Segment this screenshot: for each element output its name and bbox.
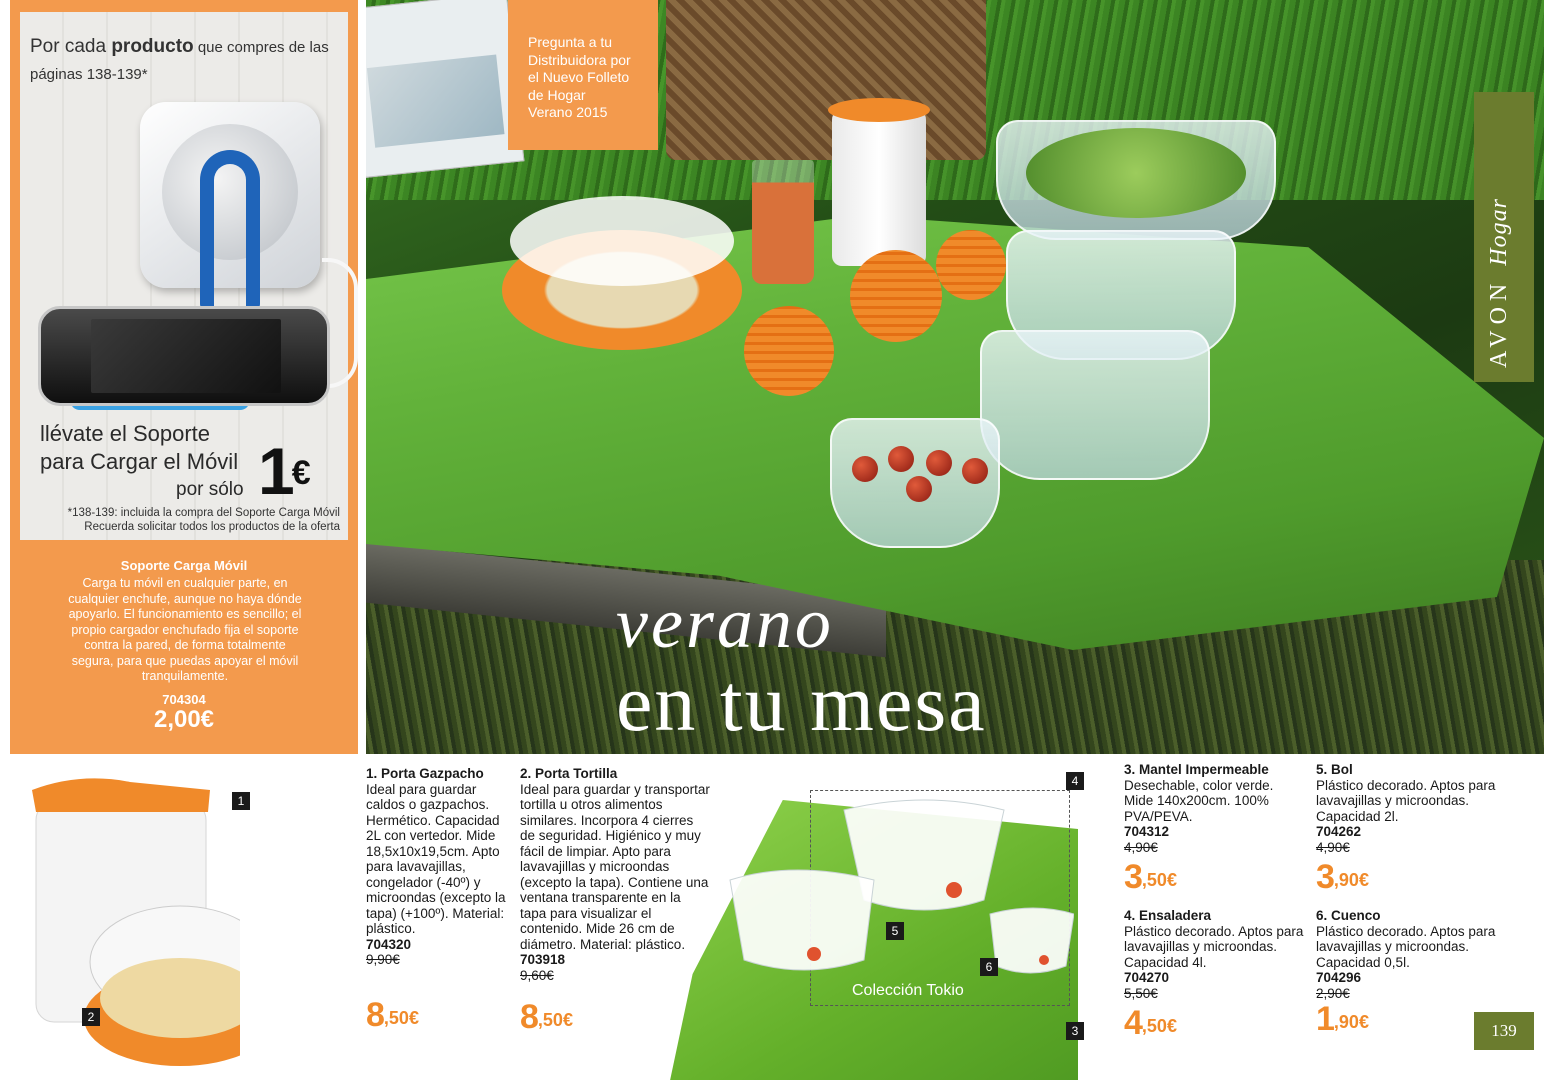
cherry-tomato [906,476,932,502]
bowl-medium [730,870,874,970]
bowl-small [990,908,1074,973]
product-2-info [520,766,710,983]
bowls-set [724,790,1074,990]
product-name: 4. Ensaladera [1124,908,1212,923]
bowl-decoration [807,947,821,961]
pitcher-lid [828,98,930,122]
product-old-price: 4,90€ [1124,839,1158,855]
picnic-basket [666,0,986,160]
product-old-price: 4,90€ [1316,839,1350,855]
collection-label: Colección Tokio [852,982,964,999]
section-tab-label [1486,108,1513,368]
tortilla-lid [510,196,734,286]
bowl-decoration [1039,955,1049,965]
section-name: Hogar [1486,198,1512,266]
product-desc: Plástico decorado. Aptos para lavavajillas y microondas. Capacidad 0,5l. [1316,923,1496,970]
cherry-tomato [962,458,988,484]
promo-product-price: 2,00€ [153,706,215,733]
product-name: 2. Porta Tortilla [520,766,618,781]
promo-offer-text [40,420,250,504]
promo-offer-price [258,434,308,508]
product-3-info [1124,762,1302,855]
product-6-info [1316,908,1516,1001]
product-code: 704262 [1316,824,1362,839]
charger-holder-strap [200,150,260,310]
headline-pre: Por cada [30,36,112,57]
hero-title-en-tu-mesa: en tu mesa [616,657,987,748]
product-code: 704312 [1124,824,1170,839]
gazpacho-glass [752,160,814,284]
section-tab [1474,92,1534,382]
badge-product-1: 1 [232,792,250,810]
product-3-price [1124,860,1177,894]
headline-post: que compres de las páginas 138-139* [30,39,329,83]
promo-product-title: Soporte Carga Móvil [120,558,248,573]
product-desc: Ideal para guardar caldos o gazpachos. Hermético. Capacidad 2L con vertedor. Mide 18,5x10x19,5cm. Apto para lavavajillas, congelador (-40º) y microondas (excepto la tapa) (+100º). Material: plástico. [366,781,506,936]
hero-title-verano: verano [616,583,834,663]
price-int: 8 [520,998,538,1036]
product-desc: Ideal para guardar y transportar tortilla u otros alimentos similares. Incorpora 4 cierres de seguridad. Higiénico y muy fácil de limpiar. Apto para lavavajillas y microondas (excepto la tapa). Contiene una ventana transparente en la tapa para visualizar el contenido. Mide 26 cm de diámetro. Material: plástico. [520,781,710,952]
product-desc: Plástico decorado. Aptos para lavavajillas y microondas. Capacidad 2l. [1316,777,1496,824]
gazpacho-pitcher [832,106,926,266]
product-5-price [1316,860,1369,894]
cherry-tomato [852,456,878,482]
callout-line: de Hogar [528,86,586,103]
paper-lantern [744,306,834,396]
product-name: 5. Bol [1316,762,1353,777]
offer-line-1: llévate el Soporte [40,421,210,446]
price-dec: ,90€ [1333,870,1369,890]
offer-line-3: por sólo [176,479,244,500]
product-old-price: 9,60€ [520,967,554,983]
price-int: 8 [366,996,384,1034]
salad-bowl-small [980,330,1210,480]
promo-product-code: 704304 [162,692,206,707]
pitcher-lid-shape [32,778,210,812]
product-code: 703918 [520,952,566,967]
badge-product-2: 2 [82,1008,100,1026]
callout-line: Distribuidora por [528,51,631,68]
offer-price-number: 1 [258,434,292,508]
paper-lantern [936,230,1006,300]
promo-headline [30,34,340,88]
badge-product-6: 6 [980,958,998,976]
price-int: 3 [1316,858,1334,896]
promo-footnote [20,506,340,534]
cherry-tomato [926,450,952,476]
product-2-price [520,1000,573,1034]
bowl-decoration [946,882,962,898]
promo-product-desc: Carga tu móvil en cualquier parte, en cualquier enchufe, aunque no haya dónde apoyarlo. El funcionamiento es sencillo; el propio cargador enchufado fija el soporte contra la pared, de forma totalmente segura, para que puedas apoyar el móvil tranquilamente. [68,576,302,683]
product-1-price [366,998,419,1032]
product-4-info [1124,908,1308,1001]
callout-line: el Nuevo Folleto [528,69,630,85]
salad-greens [1026,128,1246,218]
brand-name: AVON [1486,277,1512,368]
phone-image [38,306,330,406]
product-desc: Plástico decorado. Aptos para lavavajillas y microondas. Capacidad 4l. [1124,923,1304,970]
badge-product-4: 4 [1066,772,1084,790]
price-int: 3 [1124,858,1142,896]
footnote-line-2: Recuerda solicitar todos los productos de la oferta [84,521,340,533]
paper-lantern [850,250,942,342]
price-dec: ,50€ [1141,870,1177,890]
product-code: 704270 [1124,970,1170,985]
product-old-price: 2,90€ [1316,985,1350,1001]
headline-bold: producto [111,36,194,57]
hero-photo [366,0,1544,754]
catalog-booklet-image [366,0,524,178]
badge-product-3: 3 [1066,1022,1084,1040]
product-name: 6. Cuenco [1316,908,1381,923]
brochure-callout [508,0,658,150]
footnote-line-1: *138-139: incluida la compra del Soporte Carga Móvil [67,507,340,519]
wall-socket-image [140,102,320,288]
product-code: 704320 [366,936,412,952]
product-desc: Desechable, color verde. Mide 140x200cm. 100% PVA/PEVA. [1124,777,1274,824]
gazpacho-pitcher-image [20,772,240,1072]
product-name: 3. Mantel Impermeable [1124,762,1269,777]
offer-line-2: para Cargar el Móvil [40,449,239,474]
price-int: 4 [1124,1004,1142,1042]
cherry-tomato [888,446,914,472]
product-old-price: 5,50€ [1124,985,1158,1001]
callout-line: Pregunta a tu [528,34,613,50]
product-6-price [1316,1002,1369,1036]
product-code: 704296 [1316,970,1362,985]
price-int: 1 [1316,1000,1334,1038]
callout-line: Verano 2015 [528,104,608,120]
badge-product-5: 5 [886,922,904,940]
phone-screen [91,319,281,393]
price-dec: ,50€ [383,1008,419,1028]
product-old-price: 9,90€ [366,952,400,967]
price-dec: ,90€ [1333,1012,1369,1032]
product-5-info [1316,762,1512,855]
offer-price-currency: € [291,454,308,492]
product-4-price [1124,1006,1177,1040]
price-dec: ,50€ [1141,1016,1177,1036]
price-dec: ,50€ [537,1010,573,1030]
product-name: 1. Porta Gazpacho [366,766,484,781]
tokio-collection-image [668,790,1088,1080]
product-1-info [366,766,508,968]
page-number: 139 [1474,1012,1534,1050]
